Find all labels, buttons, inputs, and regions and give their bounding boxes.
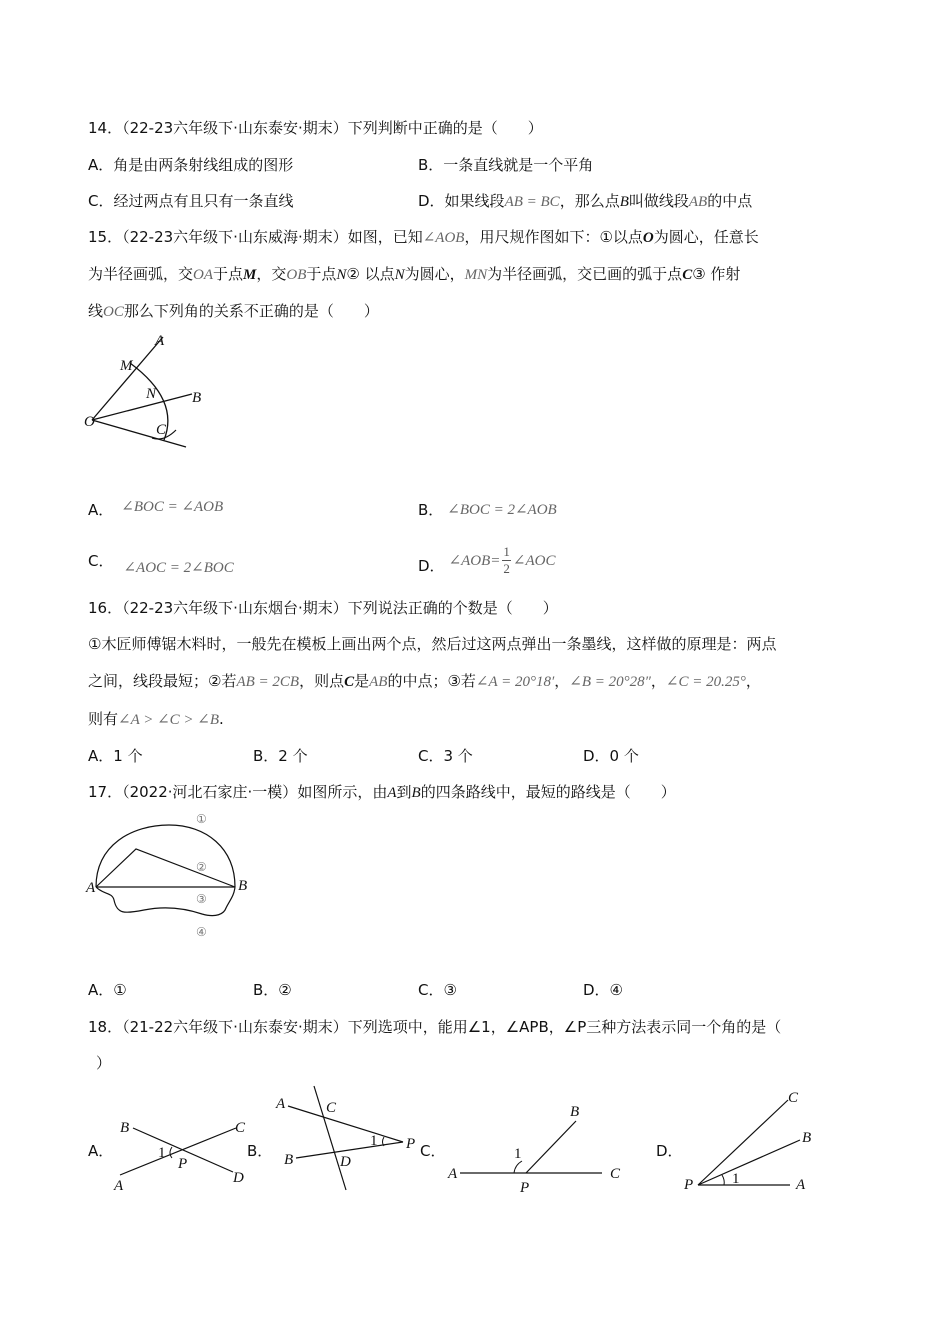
q15-text: 于点 bbox=[213, 265, 244, 283]
q17-source: （2022·河北石家庄·一模） bbox=[122, 783, 298, 801]
q18-figure-d bbox=[680, 1085, 830, 1195]
q16-text: 的中点；③若 bbox=[387, 672, 476, 690]
q15-option-a[interactable] bbox=[88, 499, 223, 520]
q15-var: C bbox=[682, 267, 693, 283]
q17-option-d[interactable]: D．④ bbox=[583, 981, 623, 999]
fraction bbox=[502, 544, 511, 577]
q14-d-text2: ，那么点 bbox=[559, 192, 620, 210]
label-p: P bbox=[520, 1180, 530, 1196]
q18-option-a-label[interactable]: A． bbox=[88, 1142, 114, 1160]
option-label: B． bbox=[418, 501, 444, 519]
route-label-3: ③ bbox=[196, 892, 207, 906]
q15-math: OC bbox=[103, 304, 124, 320]
q15-option-b[interactable] bbox=[418, 499, 557, 520]
q14-source: （22-23六年级下·山东泰安·期末） bbox=[122, 119, 348, 137]
q18-figure-b bbox=[268, 1080, 428, 1195]
q17-text: 的四条路线中，最短的路线是（ ） bbox=[420, 783, 676, 801]
label-b: B bbox=[192, 390, 202, 406]
q16-source: （22-23六年级下·山东烟台·期末） bbox=[122, 599, 348, 617]
label-a: A bbox=[796, 1177, 806, 1193]
q15-var: M bbox=[243, 267, 257, 283]
ray-oa bbox=[92, 337, 163, 420]
label-p: P bbox=[178, 1156, 188, 1172]
q14-d-var: B bbox=[619, 194, 629, 210]
label-c: C bbox=[156, 422, 167, 438]
q17-var: A bbox=[387, 785, 397, 801]
q15-var: N bbox=[336, 267, 347, 283]
q16-question: 下列说法正确的个数是（ ） bbox=[347, 599, 558, 617]
q16-line1: ①木匠师傅锯木料时，一般先在模板上画出两个点，然后过这两点弹出一条墨线，这样做的原理是：两点 bbox=[88, 635, 777, 653]
option-label: D． bbox=[418, 557, 445, 575]
q16-var: C bbox=[344, 674, 355, 690]
ray-pb bbox=[526, 1121, 576, 1173]
label-1: 1 bbox=[514, 1146, 522, 1162]
q18-option-d-label[interactable]: D． bbox=[656, 1142, 683, 1160]
q16-option-c[interactable]: C．3 个 bbox=[418, 747, 473, 765]
label-a: A bbox=[448, 1166, 458, 1182]
q16-text: ， bbox=[650, 672, 666, 690]
q15-text: ② 以点 bbox=[346, 265, 395, 283]
q15-text: 线 bbox=[88, 302, 104, 320]
q16-option-b[interactable]: B．2 个 bbox=[253, 747, 308, 765]
q15-option-c[interactable] bbox=[88, 550, 234, 576]
q15-math: ∠AOB bbox=[422, 230, 465, 246]
angle-mark bbox=[722, 1175, 724, 1185]
q16-text: 之间，线段最短；②若 bbox=[88, 672, 237, 690]
label-d: D bbox=[340, 1154, 351, 1170]
q15-text: 为圆心，任意长 bbox=[653, 228, 759, 246]
q16-math: ∠B = 20°28″ bbox=[569, 674, 651, 690]
q15-math: OA bbox=[193, 267, 214, 283]
label-1: 1 bbox=[732, 1171, 740, 1187]
q16-number: 16． bbox=[88, 599, 123, 617]
q15-math: MN bbox=[464, 267, 488, 283]
q16-math: ∠C = 20.25° bbox=[665, 674, 746, 690]
label-c: C bbox=[610, 1166, 621, 1182]
q17-option-b[interactable]: B．② bbox=[253, 981, 292, 999]
route-label-1: ① bbox=[196, 812, 207, 826]
q14-d-math: AB = BC bbox=[504, 194, 560, 210]
line-ap bbox=[288, 1106, 403, 1142]
label-b: B bbox=[802, 1130, 812, 1146]
q16-text: ，则点 bbox=[299, 672, 345, 690]
q14-option-c[interactable]: C．经过两点有且只有一条直线 bbox=[88, 192, 294, 210]
q18-question: 下列选项中，能用∠1，∠APB，∠P三种方法表示同一个角的是（ bbox=[347, 1018, 782, 1036]
q15-text: 如图，已知 bbox=[347, 228, 423, 246]
q18-figure-c bbox=[440, 1095, 630, 1195]
q15-text: 那么下列角的关系不正确的是（ ） bbox=[123, 302, 379, 320]
q18-option-c-label[interactable]: C． bbox=[420, 1142, 446, 1160]
label-1: 1 bbox=[370, 1133, 378, 1149]
q15-text: ，用尺规作图如下：①以点 bbox=[464, 228, 643, 246]
q16-text: ， bbox=[745, 672, 761, 690]
q16-option-a[interactable]: A．1 个 bbox=[88, 747, 143, 765]
label-a: A bbox=[114, 1178, 124, 1194]
label-a: A bbox=[86, 880, 96, 896]
q17-stem bbox=[88, 781, 676, 802]
option-math: ∠AOB= bbox=[448, 553, 501, 569]
q15-number: 15． bbox=[88, 228, 123, 246]
q14-d-text3: 叫做线段 bbox=[628, 192, 689, 210]
label-o: O bbox=[84, 414, 95, 430]
ray-ob bbox=[92, 394, 192, 420]
label-b: B bbox=[570, 1104, 580, 1120]
q15-var: N bbox=[394, 267, 405, 283]
q15-stem-line2 bbox=[88, 263, 740, 284]
label-a: A bbox=[276, 1096, 286, 1112]
ray-pc bbox=[698, 1100, 788, 1185]
option-label: A． bbox=[88, 501, 114, 519]
q18-source: （21-22六年级下·山东泰安·期末） bbox=[122, 1018, 348, 1036]
q16-line3 bbox=[88, 708, 224, 729]
label-c: C bbox=[788, 1090, 799, 1106]
option-math: ∠BOC = 2∠AOB bbox=[447, 502, 557, 518]
q16-option-d[interactable]: D．0 个 bbox=[583, 747, 639, 765]
q15-stem-line3 bbox=[88, 300, 379, 321]
q17-option-c[interactable]: C．③ bbox=[418, 981, 457, 999]
label-a: A bbox=[155, 333, 165, 349]
angle-mark bbox=[514, 1161, 522, 1173]
label-c: C bbox=[235, 1120, 246, 1136]
q15-var: O bbox=[642, 230, 654, 246]
q15-text: 于点 bbox=[306, 265, 337, 283]
q16-math: AB bbox=[369, 674, 388, 690]
option-math: ∠AOC = 2∠BOC bbox=[123, 560, 234, 576]
q17-text: 到 bbox=[396, 783, 412, 801]
q14-option-d[interactable] bbox=[418, 190, 752, 211]
q15-option-d[interactable] bbox=[418, 544, 556, 583]
q15-source: （22-23六年级下·山东威海·期末） bbox=[122, 228, 348, 246]
q16-math: AB = 2CB bbox=[236, 674, 300, 690]
q15-figure bbox=[80, 330, 200, 465]
q17-number: 17． bbox=[88, 783, 123, 801]
route-label-4: ④ bbox=[196, 925, 207, 939]
option-math: ∠BOC = ∠AOB bbox=[121, 499, 224, 515]
option-math: ∠AOC bbox=[512, 553, 556, 569]
label-1: 1 bbox=[158, 1145, 166, 1161]
route-4-curve bbox=[96, 887, 235, 916]
q15-text: 为半径画弧，交已画的弧于点 bbox=[487, 265, 683, 283]
label-m: M bbox=[120, 358, 133, 374]
label-p: P bbox=[406, 1136, 416, 1152]
q14-d-math2: AB bbox=[688, 194, 708, 210]
q14-d-text: D．如果线段 bbox=[418, 192, 505, 210]
label-b: B bbox=[238, 878, 248, 894]
q16-stem bbox=[88, 597, 558, 618]
denominator: 2 bbox=[503, 561, 510, 576]
q16-line2 bbox=[88, 670, 761, 691]
q16-math: ∠A = 20°18′ bbox=[475, 674, 555, 690]
q15-text: 为半径画弧，交 bbox=[88, 265, 194, 283]
ray-pb bbox=[698, 1140, 800, 1185]
route-1-arc bbox=[96, 825, 235, 887]
angle-mark bbox=[170, 1147, 172, 1158]
q17-option-a[interactable]: A．① bbox=[88, 981, 127, 999]
q15-text: ③ 作射 bbox=[692, 265, 741, 283]
q14-question: 下列判断中正确的是（ ） bbox=[347, 119, 543, 137]
q15-math: OB bbox=[286, 267, 307, 283]
q18-stem-end: ） bbox=[96, 1054, 112, 1072]
q18-stem bbox=[88, 1016, 781, 1037]
q14-stem bbox=[88, 117, 543, 138]
q16-text: 则有 bbox=[88, 710, 119, 728]
q15-text: ，交 bbox=[256, 265, 287, 283]
q15-stem-line1 bbox=[88, 226, 759, 247]
q14-option-a[interactable]: A．角是由两条射线组成的图形 bbox=[88, 156, 294, 174]
q14-option-b[interactable]: B．一条直线就是一个平角 bbox=[418, 156, 594, 174]
q16-math: ∠A > ∠C > ∠B bbox=[118, 712, 220, 728]
numerator: 1 bbox=[503, 544, 510, 559]
q18-number: 18． bbox=[88, 1018, 123, 1036]
q15-text: 为圆心， bbox=[404, 265, 465, 283]
option-label: C． bbox=[88, 552, 114, 570]
route-2-polyline bbox=[96, 849, 235, 887]
label-c: C bbox=[326, 1100, 337, 1116]
q14-number: 14． bbox=[88, 119, 123, 137]
q16-text: ， bbox=[554, 672, 570, 690]
q18-figure-a bbox=[108, 1110, 258, 1195]
q17-var: B bbox=[411, 785, 421, 801]
q18-option-b-label[interactable]: B． bbox=[247, 1142, 273, 1160]
label-p: P bbox=[684, 1177, 694, 1193]
q17-text: 如图所示，由 bbox=[297, 783, 388, 801]
route-label-2: ② bbox=[196, 860, 207, 874]
q17-figure bbox=[84, 810, 254, 945]
q16-text: . bbox=[219, 710, 224, 728]
label-d: D bbox=[233, 1170, 244, 1186]
label-b: B bbox=[284, 1152, 294, 1168]
label-b: B bbox=[120, 1120, 130, 1136]
label-n: N bbox=[146, 386, 157, 402]
q16-text: 是 bbox=[354, 672, 370, 690]
q14-d-text4: 的中点 bbox=[707, 192, 753, 210]
